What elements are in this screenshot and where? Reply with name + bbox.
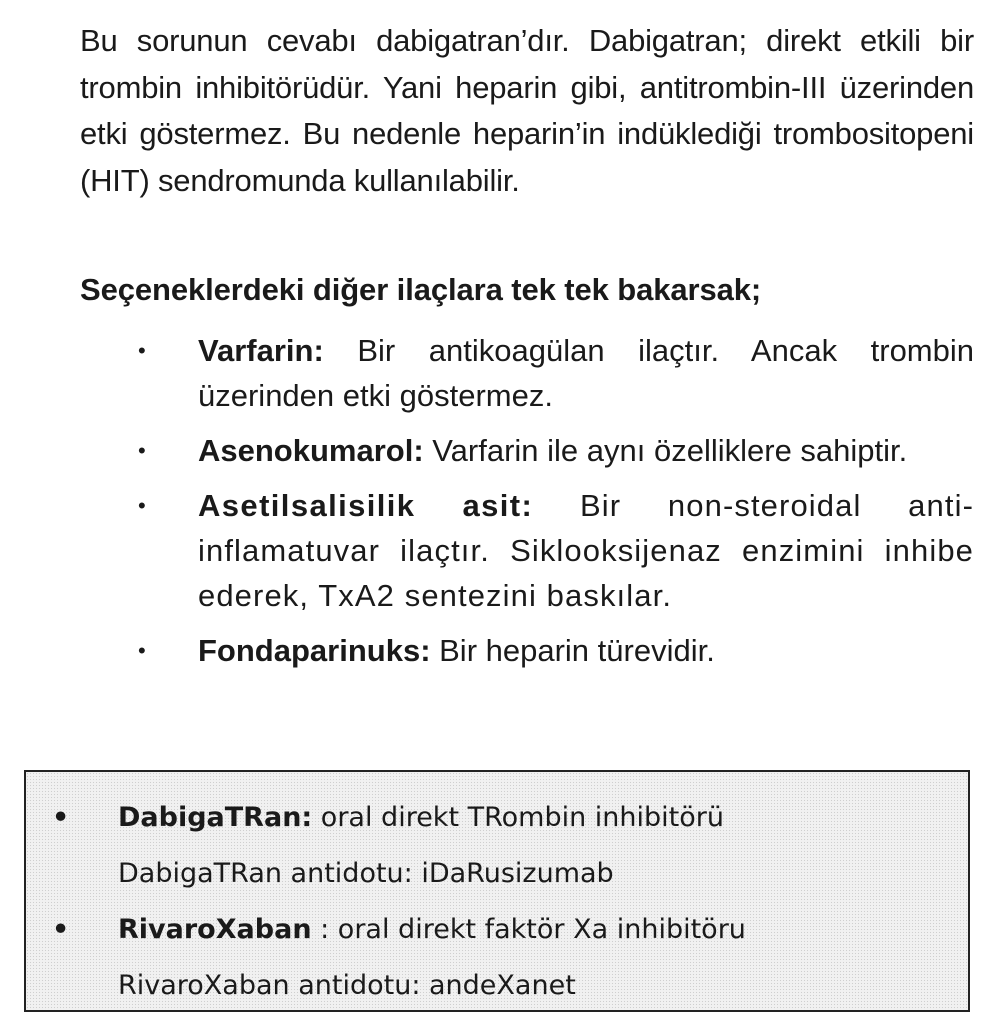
summary-term: RivaroXaban: [118, 914, 312, 945]
bullet-icon: •: [138, 493, 147, 518]
option-description: Bir antikoagülan ilaçtır. Ancak trombin üzerinden etki göstermez.: [198, 333, 974, 413]
bullet-icon: •: [138, 438, 146, 463]
options-heading: Seçeneklerdeki diğer ilaçlara tek tek bakarsak;: [80, 272, 762, 307]
option-item-varfarin: [0, 328, 974, 418]
option-item-fondaparinuks: [0, 628, 974, 673]
option-item-asetilsalisilik-asit: [0, 483, 974, 618]
bullet-icon: •: [52, 914, 70, 945]
option-term: Fondaparinuks:: [198, 633, 431, 668]
option-description: Varfarin ile aynı özelliklere sahiptir.: [423, 433, 908, 468]
summary-antidote: RivaroXaban antidotu: andeXanet: [118, 970, 576, 1001]
option-term: Varfarin:: [198, 333, 324, 368]
summary-antidote: DabigaTRan antidotu: iDaRusizumab: [118, 858, 614, 889]
bullet-icon: •: [52, 802, 70, 833]
intro-paragraph: Bu sorunun cevabı dabigatran’dır. Dabigatran; direkt etkili bir trombin inhibitörüdür. Yani heparin gibi, antitrombin-III üzerinden etki göstermez. Bu nedenle heparin’in indüklediği trombositopeni (HIT) sendromunda kullanılabilir.: [80, 23, 974, 198]
option-description: Bir heparin türevidir.: [430, 633, 715, 668]
summary-description: : oral direkt faktör Xa inhibitöru: [311, 914, 746, 945]
summary-item-rivaroxaban: [52, 902, 746, 1014]
summary-item-dabigatran: [52, 790, 746, 902]
summary-list: [52, 790, 746, 1014]
bullet-icon: •: [138, 638, 146, 663]
summary-description: oral direkt TRombin inhibitörü: [312, 802, 724, 833]
options-list: [0, 328, 998, 683]
option-term: Asenokumarol:: [198, 433, 424, 468]
bullet-icon: •: [138, 338, 146, 363]
option-item-asenokumarol: [0, 428, 974, 473]
summary-term: DabigaTRan:: [118, 802, 313, 833]
summary-box: [24, 770, 970, 1012]
option-description: Bir non-steroidal anti-inflamatuvar ilaçtır. Siklooksijenaz enzimini inhibe ederek, TxA2 sentezini baskılar.: [198, 488, 974, 613]
option-term: Asetilsalisilik asit:: [198, 488, 534, 523]
